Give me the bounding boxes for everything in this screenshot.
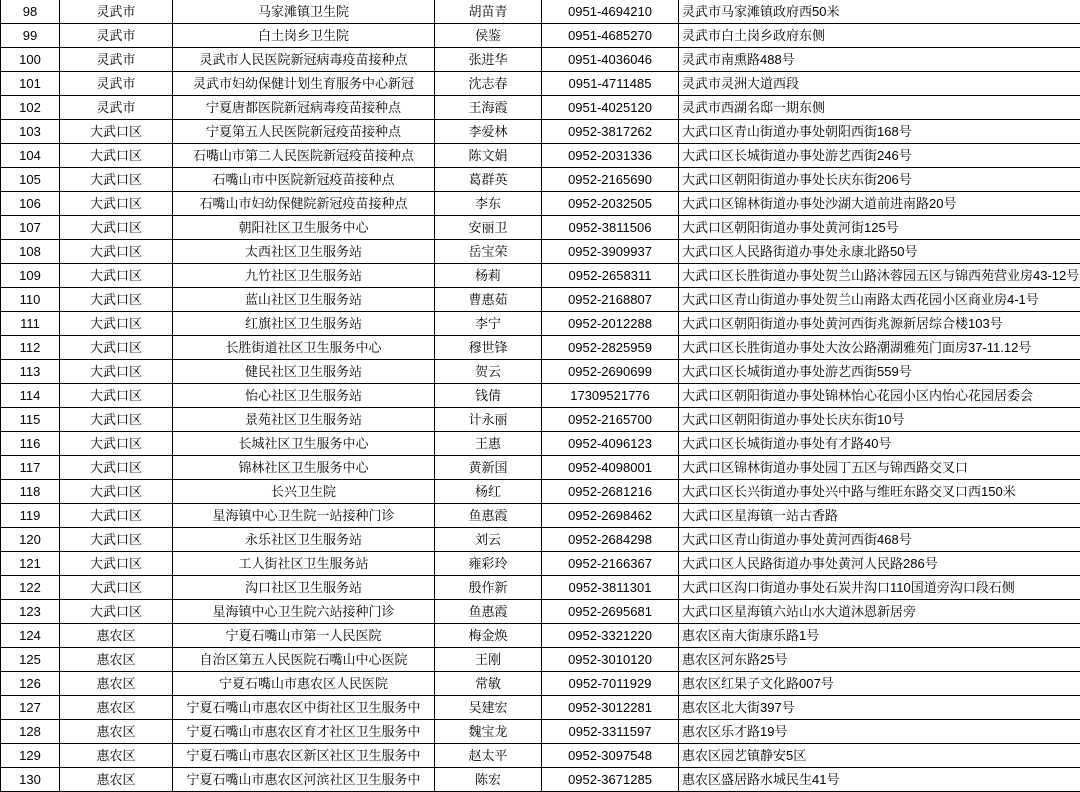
cell-person: 魏宝龙 [435, 720, 542, 744]
cell-address: 大武口区朝阳街道办事处黄河西街兆源新居综合楼103号 [679, 312, 1080, 336]
cell-person: 鱼惠霞 [435, 504, 542, 528]
cell-person: 陈文娟 [435, 144, 542, 168]
cell-site: 宁夏石嘴山市惠农区新区社区卫生服务中 [173, 744, 435, 768]
cell-index: 100 [1, 48, 60, 72]
cell-address: 惠农区北大街397号 [679, 696, 1080, 720]
table-row [1, 480, 1080, 504]
cell-index: 123 [1, 600, 60, 624]
cell-address: 大武口区长城街道办事处游艺西街246号 [679, 144, 1080, 168]
cell-address: 大武口区长兴街道办事处兴中路与维旺东路交叉口西150米 [679, 480, 1080, 504]
cell-index: 115 [1, 408, 60, 432]
cell-district: 大武口区 [60, 456, 173, 480]
cell-index: 99 [1, 24, 60, 48]
cell-index: 114 [1, 384, 60, 408]
cell-site: 健民社区卫生服务站 [173, 360, 435, 384]
cell-district: 惠农区 [60, 672, 173, 696]
table-row [1, 192, 1080, 216]
cell-address: 大武口区长城街道办事处有才路40号 [679, 432, 1080, 456]
cell-district: 大武口区 [60, 408, 173, 432]
table-row [1, 216, 1080, 240]
cell-index: 102 [1, 96, 60, 120]
cell-site: 宁夏石嘴山市第一人民医院 [173, 624, 435, 648]
cell-phone: 0951-4036046 [542, 48, 679, 72]
cell-index: 108 [1, 240, 60, 264]
cell-index: 98 [1, 0, 60, 24]
cell-district: 大武口区 [60, 336, 173, 360]
cell-site: 沟口社区卫生服务站 [173, 576, 435, 600]
cell-phone: 0952-3671285 [542, 768, 679, 792]
cell-address: 大武口区长城街道办事处游艺西街559号 [679, 360, 1080, 384]
cell-phone: 0952-2658311 [542, 264, 679, 288]
cell-index: 125 [1, 648, 60, 672]
cell-phone: 0952-2698462 [542, 504, 679, 528]
cell-site: 宁夏第五人民医院新冠疫苗接种点 [173, 120, 435, 144]
cell-phone: 0951-4694210 [542, 0, 679, 24]
cell-district: 大武口区 [60, 192, 173, 216]
cell-district: 大武口区 [60, 360, 173, 384]
cell-site: 长兴卫生院 [173, 480, 435, 504]
table-row [1, 504, 1080, 528]
cell-district: 惠农区 [60, 768, 173, 792]
cell-index: 129 [1, 744, 60, 768]
cell-phone: 0952-3097548 [542, 744, 679, 768]
cell-site: 怡心社区卫生服务站 [173, 384, 435, 408]
cell-site: 宁夏石嘴山市惠农区河滨社区卫生服务中 [173, 768, 435, 792]
cell-person: 计永丽 [435, 408, 542, 432]
cell-person: 吴建宏 [435, 696, 542, 720]
table-row [1, 768, 1080, 792]
cell-district: 惠农区 [60, 624, 173, 648]
cell-person: 刘云 [435, 528, 542, 552]
cell-person: 曹惠茹 [435, 288, 542, 312]
cell-phone: 0952-4096123 [542, 432, 679, 456]
cell-site: 宁夏石嘴山市惠农区人民医院 [173, 672, 435, 696]
cell-district: 惠农区 [60, 696, 173, 720]
cell-district: 大武口区 [60, 384, 173, 408]
cell-address: 灵武市灵洲大道西段 [679, 72, 1080, 96]
cell-phone: 0952-3321220 [542, 624, 679, 648]
cell-district: 大武口区 [60, 288, 173, 312]
table-row [1, 168, 1080, 192]
cell-district: 大武口区 [60, 552, 173, 576]
cell-index: 120 [1, 528, 60, 552]
cell-address: 灵武市马家滩镇政府西50米 [679, 0, 1080, 24]
cell-person: 陈宏 [435, 768, 542, 792]
cell-index: 116 [1, 432, 60, 456]
cell-phone: 0952-2684298 [542, 528, 679, 552]
table-row [1, 648, 1080, 672]
cell-index: 103 [1, 120, 60, 144]
cell-index: 107 [1, 216, 60, 240]
cell-person: 张进华 [435, 48, 542, 72]
cell-site: 锦林社区卫生服务中心 [173, 456, 435, 480]
cell-phone: 0952-4098001 [542, 456, 679, 480]
cell-index: 110 [1, 288, 60, 312]
cell-site: 灵武市人民医院新冠病毒疫苗接种点 [173, 48, 435, 72]
cell-phone: 0952-2825959 [542, 336, 679, 360]
cell-site: 自治区第五人民医院石嘴山中心医院 [173, 648, 435, 672]
table-body [1, 0, 1080, 792]
cell-index: 119 [1, 504, 60, 528]
cell-person: 葛群英 [435, 168, 542, 192]
cell-person: 杨红 [435, 480, 542, 504]
cell-person: 王海霞 [435, 96, 542, 120]
cell-phone: 0951-4025120 [542, 96, 679, 120]
cell-phone: 0952-3817262 [542, 120, 679, 144]
cell-person: 沈志春 [435, 72, 542, 96]
cell-index: 109 [1, 264, 60, 288]
cell-district: 大武口区 [60, 168, 173, 192]
cell-district: 大武口区 [60, 216, 173, 240]
cell-site: 宁夏唐都医院新冠病毒疫苗接种点 [173, 96, 435, 120]
cell-district: 惠农区 [60, 720, 173, 744]
cell-district: 灵武市 [60, 72, 173, 96]
table-row [1, 600, 1080, 624]
cell-address: 大武口区青山街道办事处贺兰山南路太西花园小区商业房4-1号 [679, 288, 1080, 312]
cell-district: 大武口区 [60, 144, 173, 168]
cell-person: 赵太平 [435, 744, 542, 768]
table-row [1, 672, 1080, 696]
cell-phone: 0952-2168807 [542, 288, 679, 312]
cell-index: 106 [1, 192, 60, 216]
cell-person: 殷作新 [435, 576, 542, 600]
cell-index: 111 [1, 312, 60, 336]
cell-person: 雍彩玲 [435, 552, 542, 576]
cell-district: 大武口区 [60, 120, 173, 144]
cell-phone: 0952-2165700 [542, 408, 679, 432]
cell-address: 大武口区朝阳街道办事处黄河街125号 [679, 216, 1080, 240]
cell-site: 景苑社区卫生服务站 [173, 408, 435, 432]
cell-district: 大武口区 [60, 528, 173, 552]
cell-phone: 0952-3012281 [542, 696, 679, 720]
cell-phone: 0952-3909937 [542, 240, 679, 264]
cell-index: 105 [1, 168, 60, 192]
cell-site: 朝阳社区卫生服务中心 [173, 216, 435, 240]
cell-site: 星海镇中心卫生院一站接种门诊 [173, 504, 435, 528]
cell-phone: 0952-2012288 [542, 312, 679, 336]
cell-address: 灵武市西湖名邸一期东侧 [679, 96, 1080, 120]
cell-person: 李东 [435, 192, 542, 216]
cell-person: 杨莉 [435, 264, 542, 288]
table-row [1, 240, 1080, 264]
table-row [1, 144, 1080, 168]
cell-address: 大武口区锦林街道办事处沙湖大道前进南路20号 [679, 192, 1080, 216]
cell-address: 大武口区朝阳街道办事处长庆东街206号 [679, 168, 1080, 192]
table-row [1, 576, 1080, 600]
cell-address: 大武口区青山街道办事处黄河西街468号 [679, 528, 1080, 552]
cell-index: 117 [1, 456, 60, 480]
cell-phone: 0952-3811301 [542, 576, 679, 600]
table-row [1, 408, 1080, 432]
cell-index: 127 [1, 696, 60, 720]
table-row [1, 24, 1080, 48]
cell-person: 安丽卫 [435, 216, 542, 240]
cell-address: 惠农区乐才路19号 [679, 720, 1080, 744]
cell-site: 白土岗乡卫生院 [173, 24, 435, 48]
cell-site: 石嘴山市中医院新冠疫苗接种点 [173, 168, 435, 192]
cell-person: 胡苗青 [435, 0, 542, 24]
cell-index: 101 [1, 72, 60, 96]
cell-district: 灵武市 [60, 0, 173, 24]
cell-index: 128 [1, 720, 60, 744]
table-row [1, 456, 1080, 480]
cell-address: 惠农区南大街康乐路1号 [679, 624, 1080, 648]
cell-person: 黄新国 [435, 456, 542, 480]
cell-site: 长胜街道社区卫生服务中心 [173, 336, 435, 360]
cell-index: 104 [1, 144, 60, 168]
table-row [1, 696, 1080, 720]
cell-address: 惠农区河东路25号 [679, 648, 1080, 672]
cell-site: 长城社区卫生服务中心 [173, 432, 435, 456]
cell-person: 侯鉴 [435, 24, 542, 48]
cell-site: 石嘴山市妇幼保健院新冠疫苗接种点 [173, 192, 435, 216]
cell-person: 岳宝荣 [435, 240, 542, 264]
cell-phone: 0952-2695681 [542, 600, 679, 624]
cell-phone: 0952-2031336 [542, 144, 679, 168]
cell-district: 大武口区 [60, 480, 173, 504]
table-row [1, 288, 1080, 312]
cell-site: 星海镇中心卫生院六站接种门诊 [173, 600, 435, 624]
cell-person: 王刚 [435, 648, 542, 672]
cell-site: 石嘴山市第二人民医院新冠疫苗接种点 [173, 144, 435, 168]
cell-phone: 0951-4685270 [542, 24, 679, 48]
table-row [1, 336, 1080, 360]
cell-index: 121 [1, 552, 60, 576]
cell-district: 大武口区 [60, 240, 173, 264]
cell-district: 灵武市 [60, 48, 173, 72]
table-row [1, 720, 1080, 744]
cell-person: 李爱林 [435, 120, 542, 144]
cell-phone: 0952-3311597 [542, 720, 679, 744]
cell-address: 大武口区人民路街道办事处永康北路50号 [679, 240, 1080, 264]
table-row [1, 432, 1080, 456]
cell-site: 宁夏石嘴山市惠农区中街社区卫生服务中 [173, 696, 435, 720]
cell-address: 大武口区朝阳街道办事处长庆东街10号 [679, 408, 1080, 432]
table-row [1, 384, 1080, 408]
cell-phone: 0952-2690699 [542, 360, 679, 384]
cell-district: 大武口区 [60, 432, 173, 456]
table-row [1, 96, 1080, 120]
table-row [1, 48, 1080, 72]
cell-phone: 0952-2681216 [542, 480, 679, 504]
cell-index: 112 [1, 336, 60, 360]
cell-site: 太西社区卫生服务站 [173, 240, 435, 264]
cell-person: 李宁 [435, 312, 542, 336]
cell-site: 红旗社区卫生服务站 [173, 312, 435, 336]
cell-index: 124 [1, 624, 60, 648]
cell-site: 宁夏石嘴山市惠农区育才社区卫生服务中 [173, 720, 435, 744]
cell-address: 大武口区星海镇六站山水大道沐恩新居旁 [679, 600, 1080, 624]
table-row [1, 528, 1080, 552]
table-row [1, 744, 1080, 768]
cell-district: 大武口区 [60, 600, 173, 624]
cell-address: 大武口区锦林街道办事处园丁五区与锦西路交叉口 [679, 456, 1080, 480]
cell-address: 大武口区人民路街道办事处黄河人民路286号 [679, 552, 1080, 576]
cell-district: 惠农区 [60, 744, 173, 768]
cell-phone: 17309521776 [542, 384, 679, 408]
cell-index: 122 [1, 576, 60, 600]
cell-phone: 0952-2032505 [542, 192, 679, 216]
cell-address: 大武口区朝阳街道办事处锦林怡心花园小区内怡心花园居委会 [679, 384, 1080, 408]
cell-phone: 0952-7011929 [542, 672, 679, 696]
cell-district: 灵武市 [60, 96, 173, 120]
cell-address: 大武口区长胜街道办事处大汝公路潮湖雅苑门面房37-11.12号 [679, 336, 1080, 360]
cell-site: 灵武市妇幼保健计划生育服务中心新冠 [173, 72, 435, 96]
cell-district: 灵武市 [60, 24, 173, 48]
cell-person: 王惠 [435, 432, 542, 456]
cell-index: 118 [1, 480, 60, 504]
table-row [1, 552, 1080, 576]
cell-site: 工人街社区卫生服务站 [173, 552, 435, 576]
cell-index: 130 [1, 768, 60, 792]
table-row [1, 0, 1080, 24]
cell-person: 钱倩 [435, 384, 542, 408]
cell-address: 大武口区长胜街道办事处贺兰山路沐蓉园五区与锦西苑营业房43-12号 [679, 264, 1080, 288]
cell-person: 梅金焕 [435, 624, 542, 648]
cell-district: 大武口区 [60, 264, 173, 288]
cell-phone: 0951-4711485 [542, 72, 679, 96]
cell-site: 九竹社区卫生服务站 [173, 264, 435, 288]
table-row [1, 120, 1080, 144]
cell-phone: 0952-2166367 [542, 552, 679, 576]
cell-person: 贺云 [435, 360, 542, 384]
cell-site: 永乐社区卫生服务站 [173, 528, 435, 552]
cell-person: 鱼惠霞 [435, 600, 542, 624]
table-row [1, 312, 1080, 336]
cell-address: 大武口区青山街道办事处朝阳西街168号 [679, 120, 1080, 144]
table-row [1, 264, 1080, 288]
cell-index: 126 [1, 672, 60, 696]
cell-site: 蓝山社区卫生服务站 [173, 288, 435, 312]
cell-site: 马家滩镇卫生院 [173, 0, 435, 24]
cell-district: 惠农区 [60, 648, 173, 672]
cell-person: 常敏 [435, 672, 542, 696]
cell-district: 大武口区 [60, 576, 173, 600]
cell-address: 大武口区沟口街道办事处石炭井沟口110国道旁沟口段石侧 [679, 576, 1080, 600]
table-row [1, 360, 1080, 384]
cell-address: 大武口区星海镇一站古香路 [679, 504, 1080, 528]
cell-phone: 0952-2165690 [542, 168, 679, 192]
cell-address: 灵武市南熏路488号 [679, 48, 1080, 72]
cell-district: 大武口区 [60, 504, 173, 528]
cell-district: 大武口区 [60, 312, 173, 336]
cell-index: 113 [1, 360, 60, 384]
cell-phone: 0952-3010120 [542, 648, 679, 672]
cell-address: 惠农区红果子文化路007号 [679, 672, 1080, 696]
cell-person: 穆世锋 [435, 336, 542, 360]
cell-address: 惠农区盛居路水城民生41号 [679, 768, 1080, 792]
table-row [1, 624, 1080, 648]
table-row [1, 72, 1080, 96]
cell-address: 灵武市白土岗乡政府东侧 [679, 24, 1080, 48]
cell-address: 惠农区园艺镇静安5区 [679, 744, 1080, 768]
cell-phone: 0952-3811506 [542, 216, 679, 240]
